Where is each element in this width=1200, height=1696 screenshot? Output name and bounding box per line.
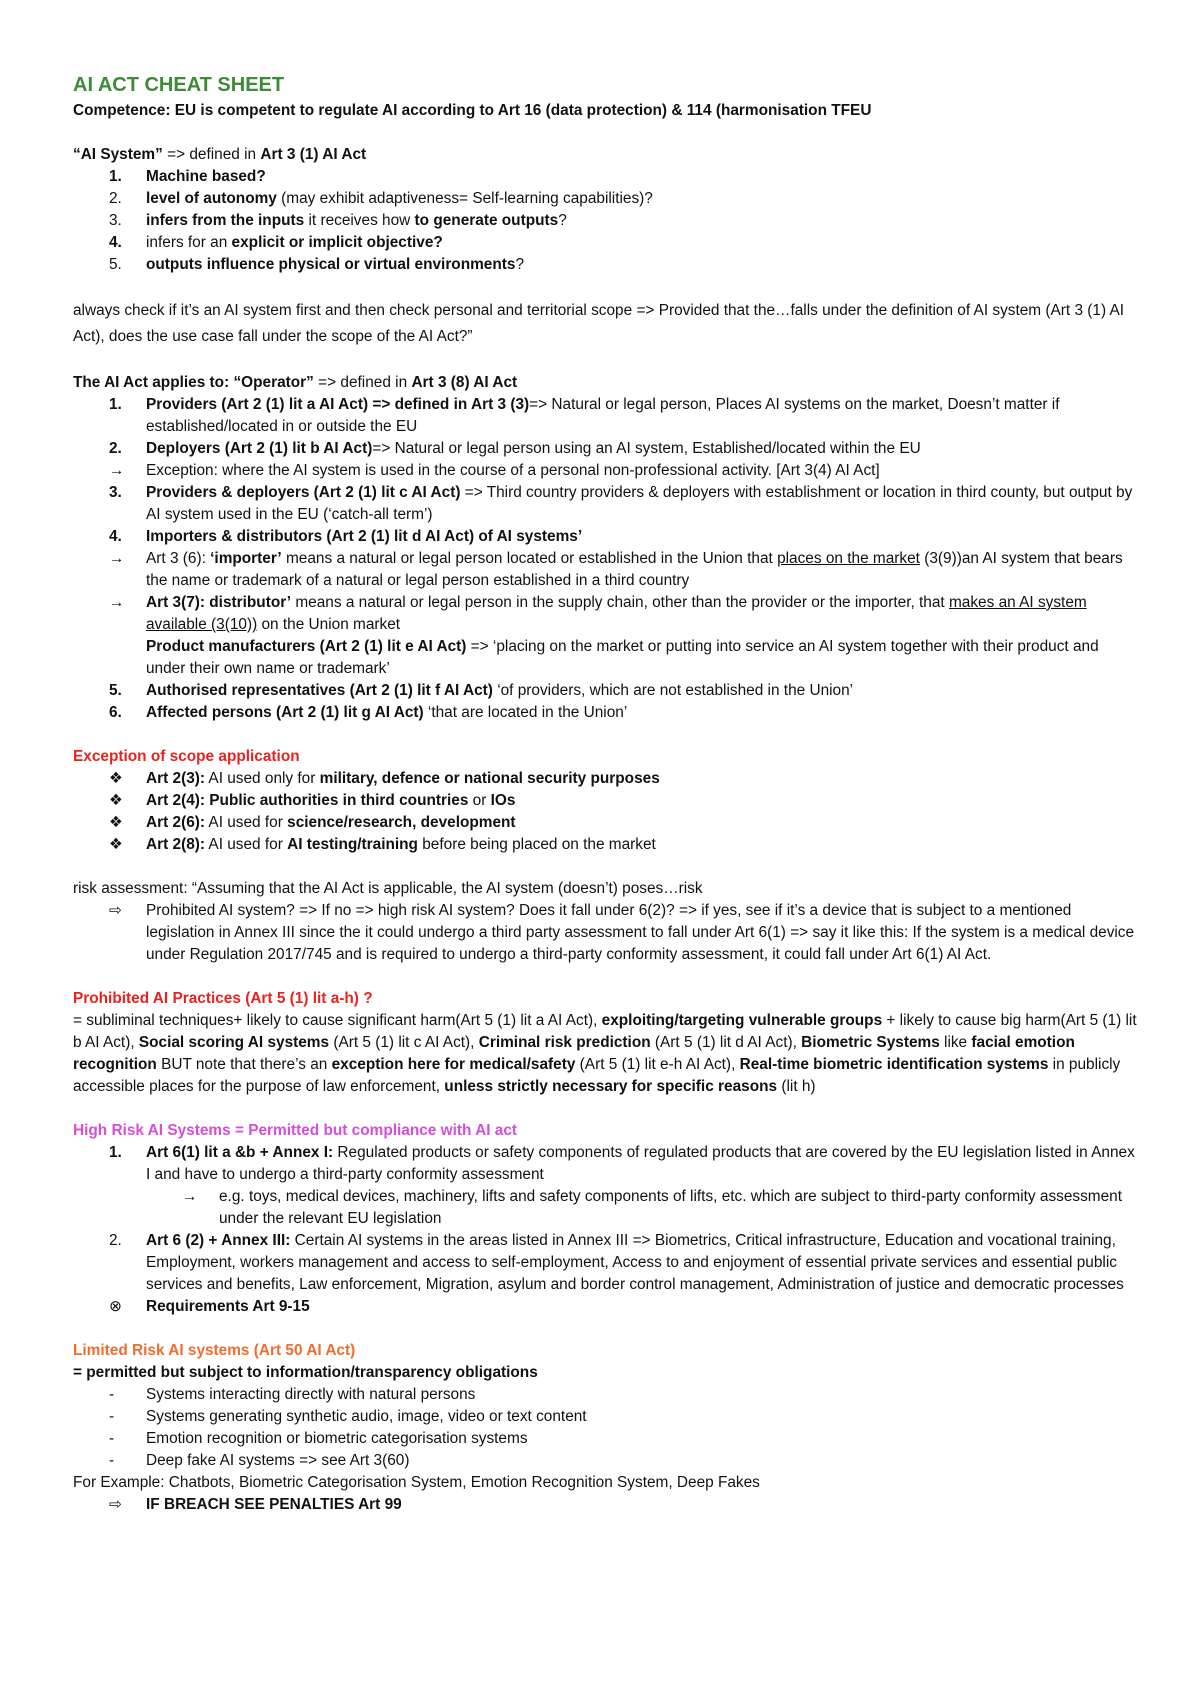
list-item [73,1384,1138,1406]
item-text: e.g. toys, medical devices, machinery, lifts and safety components of lifts, etc. which are subject to third-party conformity assessment under the relevant EU legislation [219,1188,1123,1227]
dash-bullet: - [109,1452,115,1469]
diamond-bullet-icon: ❖ [109,792,123,809]
list-item [73,1406,1138,1428]
bold-run: exploiting/targeting vulnerable groups [601,1012,883,1029]
item-text: Exception: where the AI system is used in the course of a personal non-professional activity. [Art 3(4) AI Act] [146,462,880,479]
item-text: means a natural or legal person located or established in the Union that [281,550,778,567]
item-text: Systems interacting directly with natural persons [146,1386,476,1403]
list-marker: 6. [109,704,122,721]
list-item [73,1428,1138,1450]
item-bold: outputs influence physical or virtual environments [146,256,516,273]
list-marker: 5. [109,682,122,699]
exception-scope-section [73,746,1138,856]
item-bold: AI testing/training [287,836,418,853]
operator-ref: Art 3 (8) AI Act [411,374,518,391]
item-bold: Providers & deployers (Art 2 (1) lit c AI Act) [146,484,461,501]
list-item [73,790,1138,812]
item-bold: infers from the inputs [146,212,305,229]
diamond-bullet-icon: ❖ [109,814,123,831]
text-run: like [939,1034,972,1051]
ai-system-term: “AI System” [73,146,163,163]
list-marker: 5. [109,256,122,273]
operator-section [73,372,1138,724]
item-bold: level of autonomy [146,190,277,207]
limited-example: For Example: Chatbots, Biometric Categorisation System, Emotion Recognition System, Deep Fakes [73,1474,760,1491]
item-text: or [468,792,491,809]
list-marker: 1. [109,1144,122,1161]
list-item [73,482,1138,526]
list-item [73,900,1138,966]
prohibited-heading: Prohibited AI Practices (Art 5 (1) lit a-h) ? [73,990,373,1007]
item-text: ‘of providers, which are not established in the Union’ [492,682,854,699]
list-item [73,680,1138,702]
item-underline: places on the market [777,550,920,567]
list-item [73,438,1138,460]
item-text: ? [515,256,525,273]
item-bold: to generate outputs [414,212,559,229]
limited-heading: Limited Risk AI systems (Art 50 AI Act) [73,1342,356,1359]
competence-line: Competence: EU is competent to regulate AI according to Art 16 (data protection) & 114 (harmonisation TFEU [73,102,872,119]
item-bold: science/research, development [287,814,516,831]
dash-bullet: - [109,1386,115,1403]
bold-run: exception here for medical/safety [331,1056,576,1073]
item-text: on the Union market [257,616,401,633]
bold-run: Biometric Systems [801,1034,940,1051]
item-text: ? [558,212,567,229]
list-marker: 2. [109,440,122,457]
item-bold: Art 6 (2) + Annex III: [146,1232,291,1249]
prohibited-text [73,1010,1138,1098]
limited-sub: = permitted but subject to information/transparency obligations [73,1364,538,1381]
item-bold: IOs [490,792,516,809]
item-bold: Machine based? [146,168,266,185]
list-item [73,636,1138,680]
item-bold: military, defence or national security purposes [319,770,660,787]
arrow-right-icon: ⇨ [109,902,122,919]
item-bold: explicit or implicit objective? [231,234,443,251]
penalty-text: IF BREACH SEE PENALTIES Art 99 [146,1496,402,1513]
ai-system-defined: => defined in [162,146,261,163]
arrow-icon: → [109,550,125,567]
bold-run: facial emotion recognition [73,1034,1075,1073]
item-bold: Art 2(4): Public authorities in third countries [146,792,469,809]
operator-heading [73,372,1138,394]
item-text: Regulated products or safety components of regulated products that are covered by the EU legislation listed in Annex I and have to undergo a third-party conformity assessment [146,1144,1135,1183]
operator-term: The AI Act applies to: “Operator” [73,374,314,391]
list-item [73,210,1138,232]
item-bold: Providers (Art 2 (1) lit a AI Act) => defined in Art 3 (3) [146,396,530,413]
item-text: Deep fake AI systems => see Art 3(60) [146,1452,410,1469]
arrow-icon: → [109,462,125,479]
item-text: Certain AI systems in the areas listed in Annex III => Biometrics, Critical infrastructure, Education and vocational training, Employment, workers management and access to self-employment, Access to and enjoyment of essential private services and essential public services and benefits, Law enforcement, Migration, asylum and border control management, Administration of justice and democratic processes [146,1232,1124,1293]
list-item [73,1450,1138,1472]
bold-run: Criminal risk prediction [478,1034,651,1051]
list-item [73,768,1138,790]
list-item [73,548,1138,592]
list-marker: 3. [109,212,122,229]
risk-intro: risk assessment: “Assuming that the AI Act is applicable, the AI system (doesn’t) poses…risk [73,880,703,897]
item-text: Prohibited AI system? => If no => high risk AI system? Does it fall under 6(2)? => if yes, see if it’s a device that is subject to a mentioned legislation in Annex III since the it could undergo a third party assessment to fall under Art 6(1) => say it like this: If the system is a medical device under Regulation 2017/745 and is required to undergo a third-party conformity assessment, it could fall under Art 6(1) AI Act. [146,902,1135,963]
item-bold: ‘importer’ [210,550,282,567]
list-item [73,702,1138,724]
list-item [73,232,1138,254]
item-bold: Product manufacturers (Art 2 (1) lit e AI Act) [146,638,467,655]
dash-bullet: - [109,1430,115,1447]
bold-run: Real-time biometric identification systems [739,1056,1049,1073]
item-text: AI used for [205,836,288,853]
list-marker: 4. [109,528,122,545]
item-text: => Third country providers & deployers with establishment or location in third county, but output by AI system used in the EU (‘catch-all term’) [146,484,1133,523]
list-item [73,166,1138,188]
list-item [73,254,1138,276]
diamond-bullet-icon: ❖ [109,770,123,787]
list-marker: 1. [109,396,122,413]
high-risk-section [73,1120,1138,1318]
arrow-right-icon: ⇨ [109,1496,122,1513]
item-bold: Art 2(6): [146,814,205,831]
item-bold: Art 2(3): [146,770,205,787]
list-item [73,1186,1138,1230]
limited-risk-section [73,1340,1138,1516]
list-item [73,1296,1138,1318]
arrow-icon: → [182,1188,198,1205]
list-marker: 3. [109,484,122,501]
dash-bullet: - [109,1408,115,1425]
item-text: Emotion recognition or biometric categorisation systems [146,1430,528,1447]
item-bold: Affected persons (Art 2 (1) lit g AI Act) [146,704,424,721]
item-text: (3(9))an AI system that bears the name or trademark of a natural or legal person established in a third country [146,550,1123,589]
text-run: (Art 5 (1) lit c AI Act), [329,1034,479,1051]
list-item [73,812,1138,834]
text-run: BUT note that there’s an [156,1056,332,1073]
operator-defined: => defined in [313,374,412,391]
list-marker: 2. [109,190,122,207]
item-text: (may exhibit adaptiveness= Self-learning capabilities)? [276,190,653,207]
document-page [73,72,1138,1516]
list-item [73,188,1138,210]
item-text: => Natural or legal person, Places AI systems on the market, Doesn’t matter if established/located in or outside the EU [146,396,1060,435]
list-item [73,834,1138,856]
list-marker: 1. [109,168,122,185]
item-text: Systems generating synthetic audio, image, video or text content [146,1408,587,1425]
check-note: always check if it’s an AI system first and then check personal and territorial scope => Provided that the…falls under the definition of AI system (Art 3 (1) AI Act), does the use case fall under the scope of the AI Act?” [73,302,1125,345]
list-item [73,1494,1138,1516]
arrow-icon: → [109,594,125,611]
text-run: + likely to cause big harm(Art 5 (1) lit b AI Act), [73,1012,1137,1051]
bold-run: Social scoring AI systems [138,1034,330,1051]
item-text: ‘that are located in the Union’ [423,704,628,721]
item-text: it receives how [304,212,415,229]
list-item [73,460,1138,482]
item-bold: Art 6(1) lit a &b + Annex I: [146,1144,334,1161]
item-text: means a natural or legal person in the supply chain, other than the provider or the importer, that [291,594,949,611]
item-text: => ‘placing on the market or putting into service an AI system together with their product and under their own name or trademark’ [146,638,1099,677]
exception-heading: Exception of scope application [73,748,300,765]
list-marker: 2. [109,1232,122,1249]
text-run: (Art 5 (1) lit d AI Act), [650,1034,802,1051]
list-item [73,526,1138,548]
item-bold: Authorised representatives (Art 2 (1) lit f AI Act) [146,682,493,699]
list-item [73,1230,1138,1296]
prohibited-section [73,988,1138,1098]
item-underline: makes an AI system available (3(10)) [146,594,1087,633]
item-bold: Art 2(8): [146,836,205,853]
document-title: AI ACT CHEAT SHEET [73,74,285,96]
list-item [73,592,1138,636]
item-bold: Importers & distributors (Art 2 (1) lit d AI Act) of AI systems’ [146,528,583,545]
item-text: AI used only for [205,770,320,787]
item-bold: Requirements Art 9-15 [146,1298,310,1315]
item-text: => Natural or legal person using an AI system, Established/located within the EU [372,440,921,457]
diamond-bullet-icon: ❖ [109,836,123,853]
risk-assessment-section [73,878,1138,966]
ai-system-heading [73,144,1138,166]
bold-run: unless strictly necessary for specific reasons [444,1078,778,1095]
item-bold: Art 3(7): distributor’ [146,594,292,611]
text-run: (lit h) [777,1078,816,1095]
high-risk-heading: High Risk AI Systems = Permitted but compliance with AI act [73,1122,518,1139]
item-text: infers for an [146,234,232,251]
list-item [73,394,1138,438]
ai-system-section [73,144,1138,276]
item-text: before being placed on the market [417,836,656,853]
text-run: (Art 5 (1) lit e-h AI Act), [575,1056,740,1073]
list-marker: 4. [109,234,122,251]
ai-system-ref: Art 3 (1) AI Act [260,146,367,163]
circled-x-icon: ⊗ [109,1298,122,1315]
item-bold: Deployers (Art 2 (1) lit b AI Act) [146,440,373,457]
list-item [73,1142,1138,1186]
text-run: = subliminal techniques+ likely to cause significant harm(Art 5 (1) lit a AI Act), [73,1012,602,1029]
item-text: AI used for [205,814,288,831]
text-run: in publicly accessible places for the purpose of law enforcement, [73,1056,1121,1095]
item-text: Art 3 (6): [146,550,211,567]
